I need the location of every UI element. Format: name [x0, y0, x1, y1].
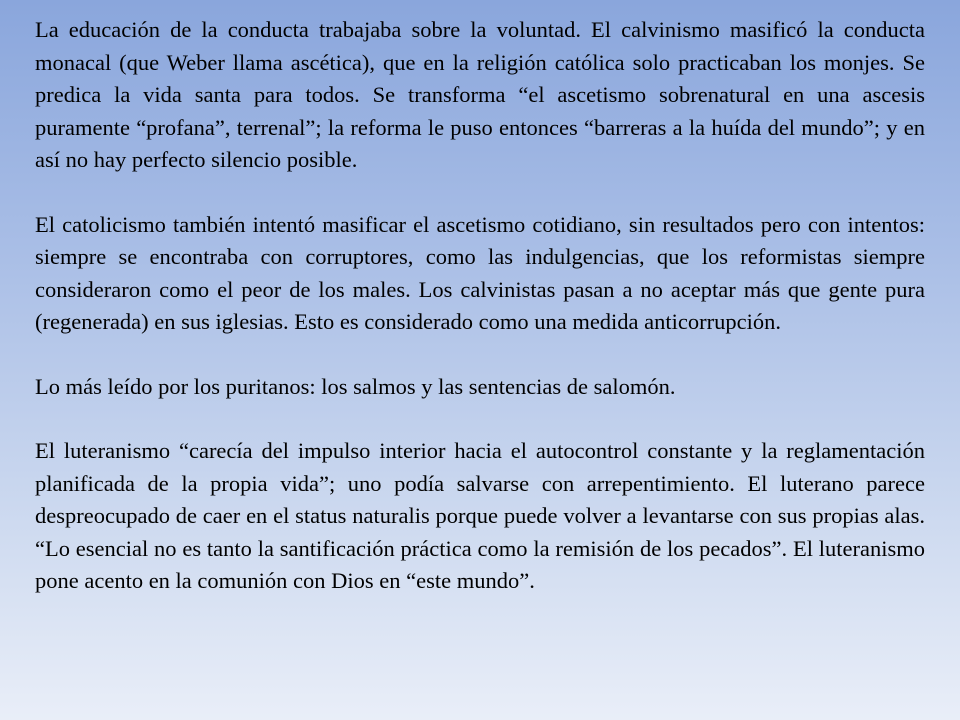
paragraph-spacer	[35, 177, 925, 209]
paragraph-catholicism: El catolicismo también intentó masificar el ascetismo cotidiano, sin resultados pero con intentos: siempre se encontraba con corruptores, como las indulgencias, que los reformistas siempre consideraron como el peor de los males. Los calvinistas pasan a no aceptar más que gente pura (regenerada) en sus iglesias. Esto es considerado como una medida anticorrupción.	[35, 211, 925, 334]
paragraph-lutheranism: El luteranismo “carecía del impulso interior hacia el autocontrol constante y la reglamentación planificada de la propia vida”; uno podía salvarse con arrepentimiento. El luterano parece despreocupado de caer en el status naturalis porque puede volver a levantarse con sus propias alas. “Lo esencial no es tanto la santificación práctica como la remisión de los pecados”. El luteranismo pone acento en la comunión con Dios en “este mundo”.	[35, 438, 925, 593]
paragraph-spacer	[35, 403, 925, 435]
paragraph-puritans: Lo más leído por los puritanos: los salmos y las sentencias de salomón.	[35, 373, 676, 399]
paragraph-calvinism: La educación de la conducta trabajaba sobre la voluntad. El calvinismo masificó la conducta monacal (que Weber llama ascética), que en la religión católica solo practicaban los monjes. Se predica la vida santa para todos. Se transforma “el ascetismo sobrenatural en una ascesis puramente “profana”, terrenal”; la reforma le puso entonces “barreras a la huída del mundo”; y en así no hay perfecto silencio posible.	[35, 17, 925, 172]
paragraph-spacer	[35, 339, 925, 371]
